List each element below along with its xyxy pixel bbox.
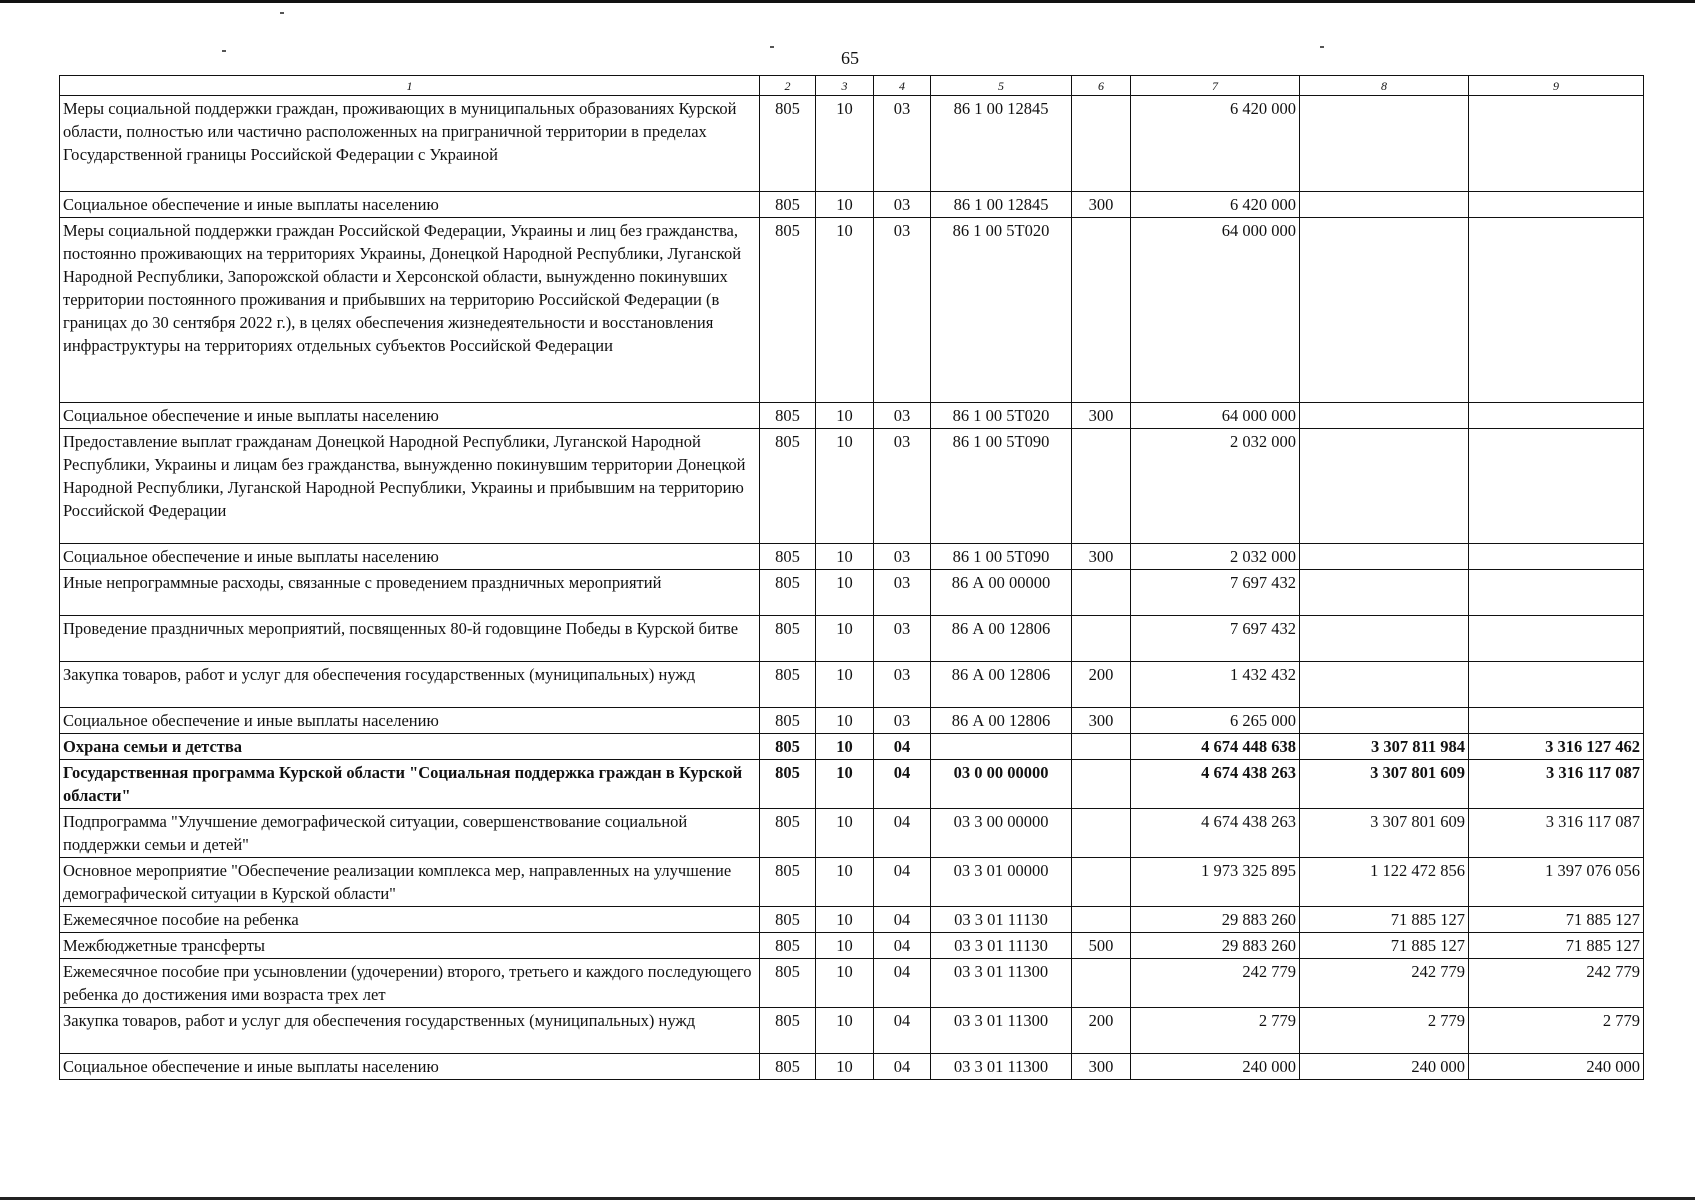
- column-number: 8: [1300, 76, 1469, 96]
- table-row: [60, 616, 1644, 662]
- target-article-cell: 03 3 01 00000: [931, 858, 1072, 907]
- expense-type-cell: 200: [1072, 662, 1131, 708]
- ministry-code-cell: 805: [760, 1054, 816, 1080]
- amount-2024-cell: [1300, 708, 1469, 734]
- ministry-code-cell: 805: [760, 403, 816, 429]
- column-number: 7: [1131, 76, 1300, 96]
- ministry-code-cell: 805: [760, 570, 816, 616]
- section-code-cell: 10: [816, 1008, 874, 1054]
- amount-2025-cell: 3 316 117 087: [1469, 809, 1644, 858]
- section-code-cell: 10: [816, 933, 874, 959]
- amount-2023-cell: 1 973 325 895: [1131, 858, 1300, 907]
- amount-2024-cell: 71 885 127: [1300, 933, 1469, 959]
- table-row: [60, 858, 1644, 907]
- ministry-code-cell: 805: [760, 907, 816, 933]
- target-article-cell: 86 1 00 12845: [931, 192, 1072, 218]
- amount-2024-cell: 242 779: [1300, 959, 1469, 1008]
- ministry-code-cell: 805: [760, 1008, 816, 1054]
- table-row: [60, 760, 1644, 809]
- expense-type-cell: [1072, 616, 1131, 662]
- expense-name-cell: Социальное обеспечение и иные выплаты населению: [60, 403, 760, 429]
- expense-name-cell: Социальное обеспечение и иные выплаты населению: [60, 1054, 760, 1080]
- amount-2024-cell: [1300, 570, 1469, 616]
- amount-2023-cell: 4 674 438 263: [1131, 760, 1300, 809]
- target-article-cell: 86 А 00 12806: [931, 708, 1072, 734]
- target-article-cell: 03 3 00 00000: [931, 809, 1072, 858]
- amount-2023-cell: 4 674 448 638: [1131, 734, 1300, 760]
- expense-name-cell: Меры социальной поддержки граждан Российской Федерации, Украины и лиц без гражданства, постоянно проживающих на территориях Украины, Донецкой Народной Республики, Луганской Народной Республики, Запорожской области и Херсонской области, вынужденно покинувших территории постоянного проживания и прибывших на территорию Российской Федерации (в границах до 30 сентября 2022 г.), в целях обеспечения жизнедеятельности и восстановления инфраструктуры на территориях отдельных субъектов Российской Федерации: [60, 218, 760, 403]
- amount-2025-cell: [1469, 708, 1644, 734]
- expense-type-cell: [1072, 429, 1131, 544]
- target-article-cell: 86 1 00 12845: [931, 96, 1072, 192]
- section-code-cell: 10: [816, 809, 874, 858]
- section-code-cell: 10: [816, 218, 874, 403]
- table-row: [60, 192, 1644, 218]
- ministry-code-cell: 805: [760, 708, 816, 734]
- amount-2023-cell: 64 000 000: [1131, 218, 1300, 403]
- column-number: 3: [816, 76, 874, 96]
- target-article-cell: 86 А 00 12806: [931, 616, 1072, 662]
- section-code-cell: 10: [816, 544, 874, 570]
- amount-2023-cell: 2 779: [1131, 1008, 1300, 1054]
- expense-type-cell: [1072, 959, 1131, 1008]
- amount-2024-cell: [1300, 662, 1469, 708]
- amount-2024-cell: [1300, 616, 1469, 662]
- section-code-cell: 10: [816, 429, 874, 544]
- subsection-code-cell: 03: [874, 708, 931, 734]
- ministry-code-cell: 805: [760, 734, 816, 760]
- ministry-code-cell: 805: [760, 858, 816, 907]
- ministry-code-cell: 805: [760, 662, 816, 708]
- section-code-cell: 10: [816, 403, 874, 429]
- ministry-code-cell: 805: [760, 760, 816, 809]
- amount-2024-cell: [1300, 429, 1469, 544]
- expense-type-cell: 300: [1072, 1054, 1131, 1080]
- amount-2025-cell: [1469, 570, 1644, 616]
- amount-2025-cell: 3 316 117 087: [1469, 760, 1644, 809]
- amount-2025-cell: 1 397 076 056: [1469, 858, 1644, 907]
- target-article-cell: 86 1 00 5Т090: [931, 544, 1072, 570]
- section-code-cell: 10: [816, 760, 874, 809]
- subsection-code-cell: 04: [874, 809, 931, 858]
- amount-2024-cell: 71 885 127: [1300, 907, 1469, 933]
- table-row: [60, 429, 1644, 544]
- subsection-code-cell: 04: [874, 959, 931, 1008]
- subsection-code-cell: 03: [874, 544, 931, 570]
- scan-speck: [222, 50, 226, 52]
- amount-2024-cell: 240 000: [1300, 1054, 1469, 1080]
- expense-type-cell: [1072, 809, 1131, 858]
- expense-name-cell: Ежемесячное пособие на ребенка: [60, 907, 760, 933]
- target-article-cell: 86 1 00 5Т020: [931, 403, 1072, 429]
- target-article-cell: 86 1 00 5Т090: [931, 429, 1072, 544]
- column-number: 9: [1469, 76, 1644, 96]
- ministry-code-cell: 805: [760, 192, 816, 218]
- expense-type-cell: 300: [1072, 708, 1131, 734]
- expense-type-cell: [1072, 734, 1131, 760]
- target-article-cell: 03 3 01 11300: [931, 1054, 1072, 1080]
- table-row: [60, 570, 1644, 616]
- amount-2025-cell: [1469, 662, 1644, 708]
- table-row: [60, 933, 1644, 959]
- expense-name-cell: Охрана семьи и детства: [60, 734, 760, 760]
- ministry-code-cell: 805: [760, 616, 816, 662]
- column-number-row: [60, 76, 1644, 96]
- subsection-code-cell: 03: [874, 192, 931, 218]
- expense-type-cell: 300: [1072, 403, 1131, 429]
- expense-name-cell: Подпрограмма "Улучшение демографической ситуации, совершенствование социальной поддержки семьи и детей": [60, 809, 760, 858]
- amount-2023-cell: 1 432 432: [1131, 662, 1300, 708]
- column-number: 5: [931, 76, 1072, 96]
- table-row: [60, 708, 1644, 734]
- amount-2023-cell: 240 000: [1131, 1054, 1300, 1080]
- expense-type-cell: [1072, 218, 1131, 403]
- table-body: [60, 76, 1644, 1080]
- scan-speck: [280, 12, 284, 14]
- expense-name-cell: Проведение праздничных мероприятий, посвященных 80-й годовщине Победы в Курской битве: [60, 616, 760, 662]
- expense-type-cell: 300: [1072, 192, 1131, 218]
- amount-2025-cell: [1469, 544, 1644, 570]
- subsection-code-cell: 04: [874, 734, 931, 760]
- section-code-cell: 10: [816, 662, 874, 708]
- amount-2024-cell: [1300, 192, 1469, 218]
- amount-2025-cell: [1469, 616, 1644, 662]
- target-article-cell: 86 А 00 12806: [931, 662, 1072, 708]
- amount-2025-cell: 2 779: [1469, 1008, 1644, 1054]
- table-row: [60, 218, 1644, 403]
- amount-2023-cell: 6 420 000: [1131, 96, 1300, 192]
- amount-2025-cell: 242 779: [1469, 959, 1644, 1008]
- amount-2025-cell: 240 000: [1469, 1054, 1644, 1080]
- expense-name-cell: Закупка товаров, работ и услуг для обеспечения государственных (муниципальных) нужд: [60, 662, 760, 708]
- subsection-code-cell: 04: [874, 907, 931, 933]
- column-number: 4: [874, 76, 931, 96]
- subsection-code-cell: 04: [874, 933, 931, 959]
- subsection-code-cell: 04: [874, 760, 931, 809]
- section-code-cell: 10: [816, 616, 874, 662]
- table-row: [60, 1008, 1644, 1054]
- expense-type-cell: [1072, 907, 1131, 933]
- column-number: 1: [60, 76, 760, 96]
- table-row: [60, 662, 1644, 708]
- table-row: [60, 809, 1644, 858]
- table-row: [60, 734, 1644, 760]
- target-article-cell: 03 3 01 11130: [931, 933, 1072, 959]
- amount-2024-cell: 3 307 801 609: [1300, 809, 1469, 858]
- amount-2023-cell: 2 032 000: [1131, 544, 1300, 570]
- amount-2025-cell: [1469, 403, 1644, 429]
- amount-2024-cell: [1300, 218, 1469, 403]
- target-article-cell: 03 3 01 11300: [931, 1008, 1072, 1054]
- target-article-cell: 86 1 00 5Т020: [931, 218, 1072, 403]
- ministry-code-cell: 805: [760, 96, 816, 192]
- target-article-cell: 03 0 00 00000: [931, 760, 1072, 809]
- budget-table: [59, 75, 1644, 1080]
- expense-name-cell: Социальное обеспечение и иные выплаты населению: [60, 192, 760, 218]
- subsection-code-cell: 03: [874, 570, 931, 616]
- ministry-code-cell: 805: [760, 544, 816, 570]
- amount-2024-cell: [1300, 544, 1469, 570]
- amount-2023-cell: 7 697 432: [1131, 616, 1300, 662]
- amount-2025-cell: 71 885 127: [1469, 907, 1644, 933]
- expense-name-cell: Социальное обеспечение и иные выплаты населению: [60, 544, 760, 570]
- amount-2024-cell: 1 122 472 856: [1300, 858, 1469, 907]
- scan-speck: [1320, 46, 1324, 48]
- amount-2023-cell: 29 883 260: [1131, 907, 1300, 933]
- amount-2023-cell: 6 265 000: [1131, 708, 1300, 734]
- target-article-cell: [931, 734, 1072, 760]
- amount-2023-cell: 2 032 000: [1131, 429, 1300, 544]
- expense-type-cell: 200: [1072, 1008, 1131, 1054]
- section-code-cell: 10: [816, 959, 874, 1008]
- section-code-cell: 10: [816, 570, 874, 616]
- subsection-code-cell: 03: [874, 662, 931, 708]
- ministry-code-cell: 805: [760, 429, 816, 544]
- section-code-cell: 10: [816, 96, 874, 192]
- ministry-code-cell: 805: [760, 218, 816, 403]
- section-code-cell: 10: [816, 734, 874, 760]
- column-number: 6: [1072, 76, 1131, 96]
- amount-2023-cell: 64 000 000: [1131, 403, 1300, 429]
- expense-name-cell: Государственная программа Курской области "Социальная поддержка граждан в Курской области": [60, 760, 760, 809]
- subsection-code-cell: 03: [874, 96, 931, 192]
- amount-2025-cell: [1469, 429, 1644, 544]
- expense-name-cell: Ежемесячное пособие при усыновлении (удочерении) второго, третьего и каждого последующего ребенка до достижения ими возраста трех лет: [60, 959, 760, 1008]
- expense-type-cell: [1072, 570, 1131, 616]
- ministry-code-cell: 805: [760, 809, 816, 858]
- subsection-code-cell: 04: [874, 1054, 931, 1080]
- expense-type-cell: [1072, 96, 1131, 192]
- expense-name-cell: Межбюджетные трансферты: [60, 933, 760, 959]
- ministry-code-cell: 805: [760, 959, 816, 1008]
- expense-name-cell: Иные непрограммные расходы, связанные с проведением праздничных мероприятий: [60, 570, 760, 616]
- expense-name-cell: Предоставление выплат гражданам Донецкой Народной Республики, Луганской Народной Республики, Украины и лицам без гражданства, вынужденно покинувшим территории Донецкой Народной Республики, Луганской Народной Республики, Украины и прибывшим на территорию Российской Федерации: [60, 429, 760, 544]
- section-code-cell: 10: [816, 192, 874, 218]
- page-number: 65: [841, 48, 859, 68]
- scan-top-edge: [0, 0, 1695, 3]
- amount-2023-cell: 7 697 432: [1131, 570, 1300, 616]
- amount-2025-cell: [1469, 218, 1644, 403]
- scan-speck: [770, 46, 774, 48]
- table-row: [60, 959, 1644, 1008]
- table-row: [60, 403, 1644, 429]
- amount-2025-cell: 71 885 127: [1469, 933, 1644, 959]
- subsection-code-cell: 03: [874, 218, 931, 403]
- subsection-code-cell: 03: [874, 616, 931, 662]
- amount-2024-cell: 2 779: [1300, 1008, 1469, 1054]
- amount-2023-cell: 29 883 260: [1131, 933, 1300, 959]
- amount-2024-cell: 3 307 811 984: [1300, 734, 1469, 760]
- table-row: [60, 1054, 1644, 1080]
- subsection-code-cell: 03: [874, 403, 931, 429]
- table-row: [60, 907, 1644, 933]
- ministry-code-cell: 805: [760, 933, 816, 959]
- amount-2024-cell: [1300, 96, 1469, 192]
- section-code-cell: 10: [816, 858, 874, 907]
- expense-type-cell: [1072, 858, 1131, 907]
- subsection-code-cell: 03: [874, 429, 931, 544]
- column-number: 2: [760, 76, 816, 96]
- expense-name-cell: Меры социальной поддержки граждан, проживающих в муниципальных образованиях Курской области, полностью или частично расположенных на приграничной территории в пределах Государственной границы Российской Федерации с Украиной: [60, 96, 760, 192]
- table-row: [60, 544, 1644, 570]
- amount-2024-cell: 3 307 801 609: [1300, 760, 1469, 809]
- amount-2025-cell: 3 316 127 462: [1469, 734, 1644, 760]
- target-article-cell: 03 3 01 11300: [931, 959, 1072, 1008]
- amount-2024-cell: [1300, 403, 1469, 429]
- section-code-cell: 10: [816, 907, 874, 933]
- expense-type-cell: [1072, 760, 1131, 809]
- target-article-cell: 86 А 00 00000: [931, 570, 1072, 616]
- section-code-cell: 10: [816, 1054, 874, 1080]
- amount-2023-cell: 242 779: [1131, 959, 1300, 1008]
- expense-name-cell: Социальное обеспечение и иные выплаты населению: [60, 708, 760, 734]
- expense-name-cell: Основное мероприятие "Обеспечение реализации комплекса мер, направленных на улучшение демографической ситуации в Курской области": [60, 858, 760, 907]
- section-code-cell: 10: [816, 708, 874, 734]
- amount-2025-cell: [1469, 192, 1644, 218]
- subsection-code-cell: 04: [874, 858, 931, 907]
- expense-name-cell: Закупка товаров, работ и услуг для обеспечения государственных (муниципальных) нужд: [60, 1008, 760, 1054]
- amount-2023-cell: 4 674 438 263: [1131, 809, 1300, 858]
- table-row: [60, 96, 1644, 192]
- amount-2025-cell: [1469, 96, 1644, 192]
- amount-2023-cell: 6 420 000: [1131, 192, 1300, 218]
- target-article-cell: 03 3 01 11130: [931, 907, 1072, 933]
- subsection-code-cell: 04: [874, 1008, 931, 1054]
- expense-type-cell: 500: [1072, 933, 1131, 959]
- expense-type-cell: 300: [1072, 544, 1131, 570]
